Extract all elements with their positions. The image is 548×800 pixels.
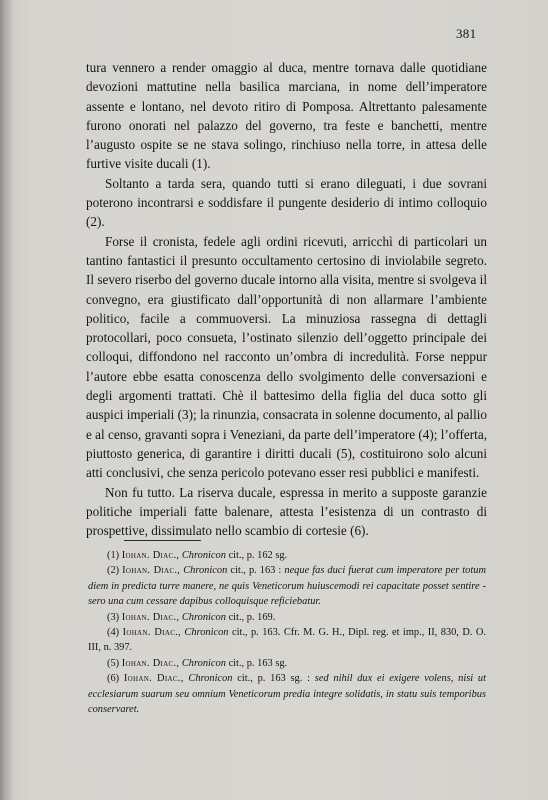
footnote-work: Chronicon <box>184 627 229 639</box>
footnote-author: Iohan. Diac., <box>122 565 181 577</box>
footnote-number: (4) <box>107 627 120 639</box>
footnote-citation: cit., p. 163 sg. : <box>237 673 311 685</box>
footnote-work: Chronicon <box>181 657 226 669</box>
footnote-author: Iohan. Diac., <box>121 611 180 623</box>
footnote-work: Chronicon <box>183 565 228 577</box>
footnote-author: Iohan. Diac., <box>121 550 180 561</box>
footnote-work: Chronicon <box>181 611 226 623</box>
footnote-citation: cit., p. 169. <box>228 611 276 623</box>
footnote-work: Chronicon <box>181 550 226 561</box>
footnote-6 <box>88 671 486 717</box>
footnote-number: (1) <box>107 550 120 561</box>
page-number: 381 <box>456 26 477 41</box>
paragraph-2: Soltanto a tarda sera, quando tutti si erano dileguati, i due sovrani poterono incontrarsi e soddisfare il pungente desiderio di intimo colloquio (2). <box>86 175 487 230</box>
paragraph-4: Non fu tutto. La riserva ducale, espressa in merito a supposte garanzie politiche imperiali fatte balenare, attesta l’esistenza di un contrasto di prospettive, dissimulato nello scambio di cortesie (6). <box>86 484 487 539</box>
footnote-5 <box>88 656 486 671</box>
footnote-number: (3) <box>107 611 120 623</box>
footnote-1 <box>88 548 486 563</box>
footnote-author: Iohan. Diac., <box>122 627 181 639</box>
footnote-3 <box>88 610 486 625</box>
main-text <box>86 58 487 540</box>
footnote-citation: cit., p. 162 sg. <box>228 550 288 561</box>
paragraph-3: Forse il cronista, fedele agli ordini ricevuti, arricchì di particolari un tantino fantastici il presunto occultamento certosino di inviolabile segreto. Il severo riserbo del governo ducale intorno alla visita, mentre si svolgeva il convegno, era giustificato dall’opportunità di non allarmare l’ambiente politico, facile a commuoversi. La minuziosa rassegna di dettagli protocollari, poco consueta, l’ostinato silenzio dell’oggetto principale dei colloqui, diffondono nel racconto un’ombra di incredulità. Forse neppur l’autore ebbe esatta conoscenza dello svolgimento delle conversazioni e degli argomenti trattati. Chè il battesimo della figlia del duca sotto gli auspici imperiali (3); la rinunzia, consacrata in solenne documento, al pallio e al censo, gravanti sopra i Veneziani, da parte dell’imperatore (4); l’offerta, piuttosto generica, di garantire i diritti ducali (5), costituirono solo alcuni atti conclusivi, che senza pericolo potevano esser resi pubblici e manifesti. <box>86 233 488 481</box>
footnote-citation: cit., p. 163. Cfr. M. G. H., Dipl. reg. et imp., II, 830, D. O. III, n. 397. <box>88 627 486 654</box>
footnote-number: (2) <box>107 565 120 577</box>
footnote-number: (5) <box>107 657 120 669</box>
footnote-4 <box>88 625 486 656</box>
footnote-quote: sed nihil dux ei exigere volens, nisi ut ecclesiarum suarum seu omnium Veneticorum predia integre solidatis, in statu suis temporibus conservaret. <box>88 673 487 716</box>
paragraph-1: tura vennero a render omaggio al duca, mentre tornava dalle quotidiane devozioni mattutine nella basilica marciana, in nome dell’imperatore assente e lontano, nel devoto ritiro di Pomposa. Altrettanto palesamente furono onorati nel palazzo del governo, tra feste e banchetti, mentre l’augusto ospite se ne stava solingo, rinchiuso nella torre, in attesa delle furtive visite ducali (1). <box>86 60 487 172</box>
footnote-separator <box>124 540 201 541</box>
footnote-work: Chronicon <box>188 673 233 685</box>
footnotes <box>88 548 486 717</box>
footnote-2 <box>88 563 486 609</box>
footnote-quote: neque fas duci fuerat cum imperatore per totum diem in predicta turre manere, ne quis Veneticorum huiuscemodi rei capacitate posset sentire - sero una cum cessare dapibus colloquisque reficiebatur. <box>88 565 486 608</box>
footnote-author: Iohan. Diac., <box>123 673 184 685</box>
footnote-citation: cit., p. 163 sg. <box>228 657 288 669</box>
footnote-number: (6) <box>107 673 120 685</box>
footnote-author: Iohan. Diac., <box>121 657 180 669</box>
footnote-citation: cit., p. 163 : <box>230 565 282 577</box>
